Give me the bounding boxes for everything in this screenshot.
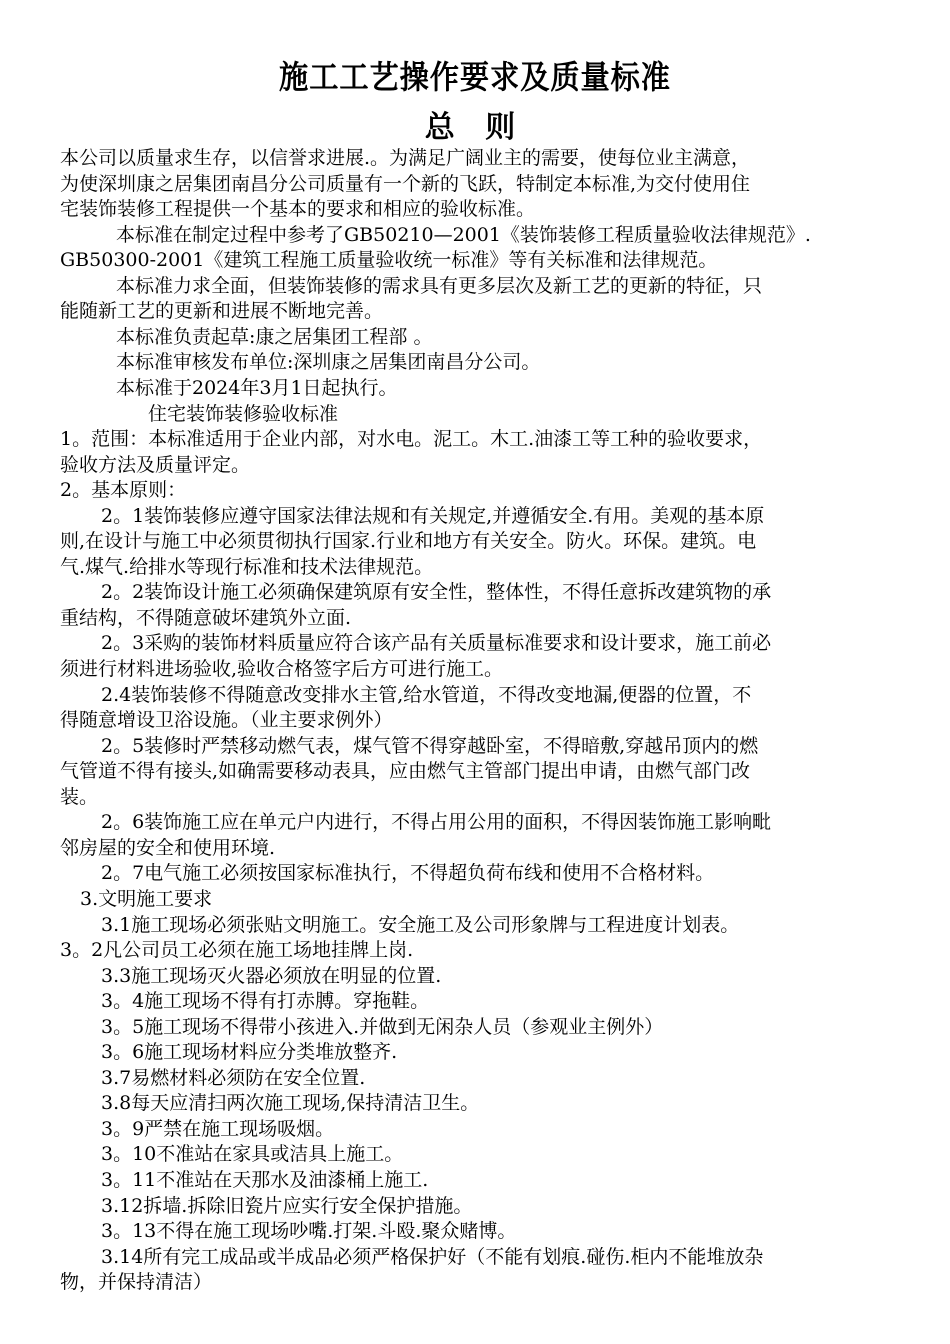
text-line: 3。13不得在施工现场吵嘴.打架.斗殴.聚众赌博。	[101, 1220, 517, 1243]
text-line: 邻房屋的安全和使用环境.	[60, 836, 276, 859]
text-line: 2。3采购的装饰材料质量应符合该产品有关质量标准要求和设计要求，施工前必	[101, 632, 772, 655]
text-line: 物，并保持清洁）	[60, 1271, 213, 1294]
text-line: 3.8每天应清扫两次施工现场,保持清洁卫生。	[101, 1092, 480, 1115]
text-line: 本标准于2024年3月1日起执行。	[116, 376, 398, 399]
text-line: 3.1施工现场必须张贴文明施工。安全施工及公司形象牌与工程进度计划表。	[101, 913, 740, 936]
text-line: 2。7电气施工必须按国家标准执行，不得超负荷布线和使用不合格材料。	[101, 862, 715, 885]
text-line: 重结构，不得随意破坏建筑外立面.	[60, 606, 352, 629]
text-line: 2。6装饰施工应在单元户内进行，不得占用公用的面积，不得因装饰施工影响毗	[101, 811, 772, 834]
text-line: 3。10不准站在家具或洁具上施工。	[101, 1143, 404, 1166]
text-line: 3。4施工现场不得有打赤膊。穿拖鞋。	[101, 990, 430, 1013]
text-line: 住宅装饰装修验收标准	[148, 402, 339, 425]
text-line: 验收方法及质量评定。	[60, 453, 251, 476]
text-line: 3。11不准站在天那水及油漆桶上施工.	[101, 1169, 429, 1191]
text-line: 2。2装饰设计施工必须确保建筑原有安全性，整体性，不得任意拆改建筑物的承	[101, 581, 772, 604]
text-line: 2。1装饰装修应遵守国家法律法规和有关规定,并遵循安全.有用。美观的基本原	[101, 504, 765, 527]
text-line: 本标准负责起草:康之居集团工程部 。	[116, 325, 433, 348]
text-line: 宅装饰装修工程提供一个基本的要求和相应的验收标准。	[60, 198, 536, 221]
text-line: 3.12拆墙.拆除旧瓷片应实行安全保护措施。	[101, 1194, 473, 1217]
text-line: 则,在设计与施工中必须贯彻执行国家.行业和地方有关安全。防火。环保。建筑。电	[60, 530, 757, 553]
section-heading: 总 则	[424, 110, 526, 145]
text-line: 本标准审核发布单位:深圳康之居集团南昌分公司。	[116, 351, 541, 374]
text-line: GB50300-2001《建筑工程施工质量验收统一标准》等有关标准和法律规范。	[60, 249, 718, 272]
text-line: 3。9严禁在施工现场吸烟。	[101, 1117, 335, 1140]
document-title: 施工工艺操作要求及质量标准	[279, 58, 671, 96]
text-line: 得随意增设卫浴设施。（业主要求例外）	[60, 709, 393, 732]
text-line: 本公司以质量求生存，以信誉求进展.。为满足广阔业主的需要，使每位业主满意，	[60, 147, 751, 169]
text-line: 3.文明施工要求	[80, 887, 213, 910]
text-line: 须进行材料进场验收,验收合格签字后方可进行施工。	[60, 658, 504, 680]
text-line: 为使深圳康之居集团南昌分公司质量有一个新的飞跃，特制定本标准,为交付使用住	[60, 172, 751, 195]
text-line: 2。基本原则：	[60, 479, 187, 502]
text-line: 2。5装修时严禁移动燃气表，煤气管不得穿越卧室，不得暗敷,穿越吊顶内的燃	[101, 734, 759, 757]
text-line: 装。	[60, 785, 99, 808]
text-line: 本标准在制定过程中参考了GB50210—2001《装饰装修工程质量验收法律规范》.	[116, 223, 811, 246]
text-line: 气管道不得有接头,如确需要移动表具，应由燃气主管部门提出申请，由燃气部门改	[60, 760, 751, 783]
text-line: 3。5施工现场不得带小孩进入.并做到无闲杂人员（参观业主例外）	[101, 1015, 664, 1038]
text-line: 3。2凡公司员工必须在施工场地挂牌上岗.	[60, 939, 414, 962]
text-line: 3。6施工现场材料应分类堆放整齐.	[101, 1041, 398, 1064]
text-line: 3.14所有完工成品或半成品必须严格保护好（不能有划痕.碰伤.柜内不能堆放杂	[101, 1245, 764, 1268]
text-line: 能随新工艺的更新和进展不断地完善。	[60, 300, 384, 323]
text-line: 2.4装饰装修不得随意改变排水主管,给水管道，不得改变地漏,便器的位置，不	[101, 683, 752, 706]
text-line: 本标准力求全面，但装饰装修的需求具有更多层次及新工艺的更新的特征，只	[116, 274, 763, 297]
text-line: 3.7易燃材料必须防在安全位置.	[101, 1066, 366, 1089]
text-line: 气.煤气.给排水等现行标准和技术法律规范。	[60, 555, 434, 578]
text-line: 1。范围：本标准适用于企业内部，对水电。泥工。木工.油漆工等工种的验收要求，	[60, 428, 763, 451]
text-line: 3.3施工现场灭火器必须放在明显的位置.	[101, 964, 442, 987]
